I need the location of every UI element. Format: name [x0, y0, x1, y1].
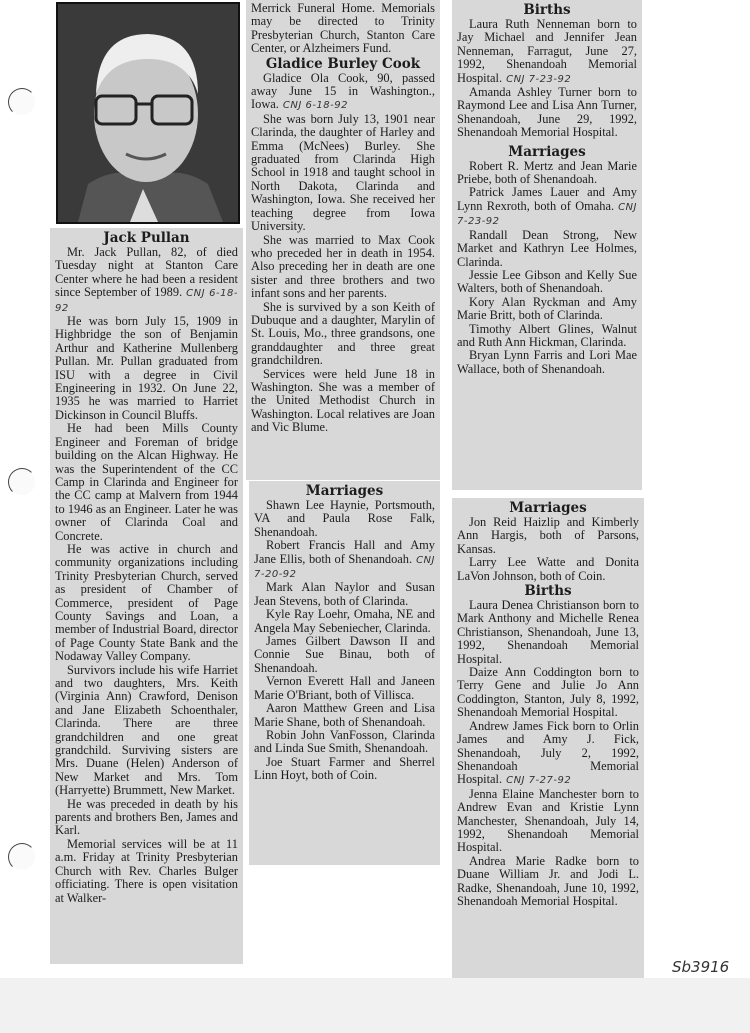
paragraph-text: Jessie Lee Gibson and Kelly Sue Walters, both of Shenandoah. [457, 267, 637, 296]
paragraph [457, 160, 637, 187]
paragraph-text: Robin John VanFosson, Clarinda and Linda Sue Smith, Shenandoah. [254, 727, 435, 756]
paragraph [254, 729, 435, 756]
paragraph [251, 368, 435, 435]
paragraph [254, 499, 435, 539]
obituary-jack-pullan [50, 228, 243, 964]
paragraph-text: Memorial services will be at 11 a.m. Friday at Trinity Presbyterian Church with Rev. Charles Bulger officiating. There is open visitation at Walker- [55, 836, 238, 905]
paragraph-text: He was preceded in death by his parents and brothers Ben, James and Karl. [55, 796, 238, 838]
paragraph [457, 323, 637, 350]
section-title: Marriages [305, 483, 384, 499]
obituary-title: Gladice Burley Cook [265, 55, 421, 72]
paragraph-text: Jon Reid Haizlip and Kimberly Ann Hargis, both of Parsons, Kansas. [457, 515, 639, 556]
births-marriages-clipping [452, 0, 642, 490]
paragraph-text: Daize Ann Coddington born to Terry Gene and Julie Jo Ann Coddington, Stanton, July 8, 1992, Shenandoah Memorial Hospital. [457, 665, 639, 720]
paragraph-text: Andrea Marie Radke born to Duane William Jr. and Jodi L. Radke, Shenandoah, June 10, 1992, Shenandoah Memorial Hospital. [457, 853, 639, 908]
paragraph-text: She is survived by a son Keith of Dubuque and a daughter, Marylin of St. Louis, Mo., three grandsons, one granddaughter and three great grandchildren. [251, 299, 435, 368]
paragraph [254, 675, 435, 702]
marriages-clipping [249, 481, 440, 865]
paragraph [457, 296, 637, 323]
paragraph-text: Services were held June 18 in Washington. She was a member of the United Methodist Church in Washington. Local relatives are Joan and Vic Blume. [251, 366, 435, 435]
handwritten-date-note: CNJ 6-18-92 [55, 288, 238, 314]
paragraph [251, 234, 435, 301]
paragraph [55, 838, 238, 905]
binder-hole [8, 468, 36, 496]
paragraph-text: Survivors include his wife Harriet and two daughters, Mrs. Keith (Virginia Ann) Crawford, Denison and Jane Elizabeth Schoenthaler, Clarinda. There are three grandchildren and one great grandchild. Surviving sisters are Mrs. Duane (Helen) Anderson of New Market and Mrs. Tom (Harryette) Brummett, New Market. [55, 662, 238, 798]
handwritten-date-note: CNJ 6-18-92 [282, 100, 348, 112]
paragraph-text: Aaron Matthew Green and Lisa Marie Shane, both of Shenandoah. [254, 701, 435, 729]
paragraph [251, 72, 435, 113]
section-title: Marriages [508, 143, 586, 160]
paragraph-text: Amanda Ashley Turner born to Raymond Lee and Lisa Ann Turner, Shenandoah, June 29, 1992, Shenandoah Memorial Hospital. [457, 85, 637, 140]
continuation-text: Merrick Funeral Home. Memorials may be directed to Trinity Presbyterian Church, Stanton Care Center, or Alzheimers Fund. [251, 1, 435, 56]
paragraph-text: He was born July 15, 1909 in Highbridge the son of Benjamin Arthur and Katherine Mullenberg Pullan. Mr. Pullan graduated from ISU with a degree in Civil Engineering in 1932. On June 22, 1935 he was married to Harriet Dickinson in Council Bluffs. [55, 314, 238, 422]
paragraph [254, 608, 435, 635]
handwritten-date-note: CNJ 7-27-92 [506, 775, 572, 787]
handwritten-date-note: CNJ 7-23-92 [506, 73, 572, 85]
paragraph-text: Gladice Ola Cook, 90, passed away June 15 in Washington., Iowa. [251, 70, 435, 112]
paragraph-text: He was active in church and community organizations including Trinity Presbyterian Church, served as president of Chamber of Commerce, president of Page County Savings and Loan, a member of Industrial Board, director of Page County State Bank and the Nodaway Valley Company. [55, 541, 238, 664]
paragraph-text: James Gilbert Dawson II and Connie Sue Binau, both of Shenandoah. [254, 634, 435, 675]
paragraph-text: Robert R. Mertz and Jean Marie Priebe, both of Shenandoah. [457, 158, 637, 187]
paragraph [457, 666, 639, 720]
paragraph [254, 539, 435, 581]
paragraph [457, 269, 637, 296]
paragraph [457, 855, 639, 909]
paragraph [457, 788, 639, 855]
paragraph [457, 720, 639, 788]
paragraph [457, 18, 637, 86]
paragraph-text: Kory Alan Ryckman and Amy Marie Britt, both of Clarinda. [457, 294, 637, 323]
paragraph [254, 756, 435, 783]
paragraph-text: He had been Mills County Engineer and Foreman of bridge building on the Alcan Highway. He was the Superintendent of the CC Camp in Clarinda and Engineer for the CC camp at Malvern from 1944 to 1946 as an Engineer. Later he was owner of Clarinda Coal and Concrete. [55, 421, 238, 543]
paragraph-text: Randall Dean Strong, New Market and Kathryn Lee Holmes, Clarinda. [457, 227, 637, 269]
paragraph-text: Robert Francis Hall and Amy Jane Ellis, both of Shenandoah. [254, 538, 435, 566]
paragraph [251, 113, 435, 234]
handwritten-date-note: CNJ 7-23-92 [457, 201, 637, 228]
handwritten-date-note: CNJ 7-20-92 [254, 554, 435, 581]
paragraph-text: Jenna Elaine Manchester born to Andrew Evan and Kristie Lynn Manchester, Shenandoah, July 14, 1992, Shenandoah Memorial Hospital. [457, 786, 639, 855]
paragraph [254, 635, 435, 675]
paragraph-text: Joe Stuart Farmer and Sherrel Linn Hoyt, both of Coin. [254, 754, 435, 783]
paragraph [457, 599, 639, 666]
paragraph [457, 556, 639, 583]
binder-hole [8, 88, 36, 116]
paragraph-text: Laura Denea Christianson born to Mark Anthony and Michelle Renea Christianson, Shenandoah, June 13, 1992, Shenandoah Memorial Hospital. [457, 598, 639, 666]
paragraph-text: Laura Ruth Nenneman born to Jay Michael and Jennifer Jean Nenneman, Farragut, June 27, 1992, Shenandoah Memorial Hospital. [457, 17, 637, 85]
paragraph [457, 229, 637, 269]
paragraph-text: Shawn Lee Haynie, Portsmouth, VA and Paula Rose Falk, Shenandoah. [254, 498, 435, 539]
paragraph-text: Bryan Lynn Farris and Lori Mae Wallace, both of Shenandoah. [457, 348, 637, 376]
paragraph [55, 315, 238, 422]
paragraph-text: Mr. Jack Pullan, 82, of died Tuesday night at Stanton Care Center where he had been a resident since September of 1989. [55, 245, 238, 300]
paragraph-text: Larry Lee Watte and Donita LaVon Johnson, both of Coin. [457, 555, 639, 583]
section-title: Marriages [509, 500, 587, 516]
paragraph-text: She was born July 13, 1901 near Clarinda, the daughter of Harley and Emma (McNees) Burley. She graduated from Clarinda High School in 1918 and taught school in North Dakota, Clarinda and Washington, Iowa. She received her teaching degree from Iowa University. [251, 111, 435, 234]
paragraph [55, 543, 238, 664]
paragraph [457, 349, 637, 376]
paragraph [55, 422, 238, 543]
paragraph [55, 246, 238, 315]
section-title: Births [523, 2, 571, 18]
paragraph [457, 516, 639, 556]
paragraph [457, 86, 637, 140]
binder-hole [8, 843, 36, 871]
paragraph [254, 581, 435, 608]
catalog-number: Sb3916 [672, 958, 730, 976]
paragraph-text: She was married to Max Cook who preceded her in death in 1954. Also preceding her in death are one sister and three brothers and two infant sons and her parents. [251, 232, 435, 301]
paragraph-text: Mark Alan Naylor and Susan Jean Stevens, both of Clarinda. [254, 580, 435, 608]
obituary-title: Jack Pullan [103, 230, 190, 246]
paragraph-text: Vernon Everett Hall and Janeen Marie O'Briant, both of Villisca. [254, 674, 435, 702]
paragraph [55, 664, 238, 798]
obituary-gladice-cook [246, 0, 440, 480]
paragraph-text: Andrew James Fick born to Orlin James and Amy J. Fick, Shenandoah, July 2, 1992, Shenandoah Memorial Hospital. [457, 718, 639, 787]
paragraph-text: Timothy Albert Glines, Walnut and Ruth Ann Hickman, Clarinda. [457, 321, 637, 349]
paragraph-text: Patrick James Lauer and Amy Lynn Rexroth, both of Omaha. [457, 185, 637, 213]
paragraph [55, 798, 238, 838]
page-bottom-edge [0, 978, 750, 1033]
paragraph [254, 702, 435, 729]
portrait-photo [56, 2, 240, 224]
section-title: Births [524, 583, 572, 600]
paragraph [457, 186, 637, 228]
paragraph-text: Kyle Ray Loehr, Omaha, NE and Angela May Sebeniecher, Clarinda. [254, 607, 435, 635]
marriages-births-clipping [452, 498, 644, 978]
paragraph [251, 301, 435, 368]
